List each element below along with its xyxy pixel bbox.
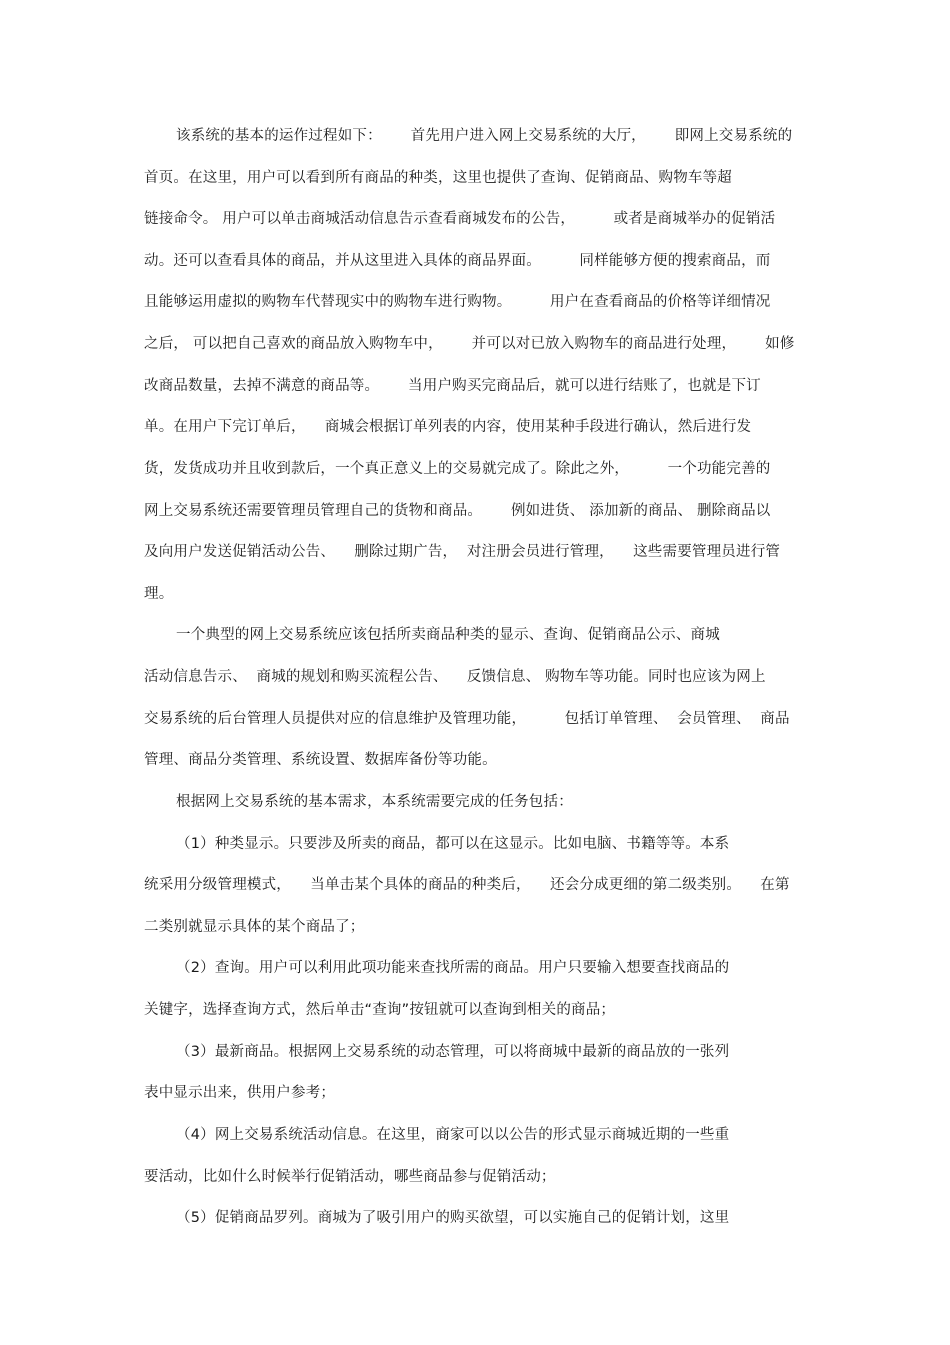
text-line: 二类别就显示具体的某个商品了； bbox=[144, 919, 365, 935]
text-line: 表中显示出来，供用户参考； bbox=[144, 1085, 336, 1101]
text-line: 要活动，比如什么时候举行促销活动，哪些商品参与促销活动； bbox=[144, 1169, 556, 1185]
text-line: 改商品数量，去掉不满意的商品等。 当用户购买完商品后，就可以进行结账了，也就是下订 bbox=[144, 378, 761, 394]
text-line: 关键字，选择查询方式，然后单击“查询”按钮就可以查询到相关的商品； bbox=[144, 1002, 616, 1018]
text-line: 理。 bbox=[144, 586, 174, 602]
text-line: 统采用分级管理模式， 当单击某个具体的商品的种类后， 还会分成更细的第二级类别。 在第 bbox=[144, 877, 790, 893]
text-line: 一个典型的网上交易系统应该包括所卖商品种类的显示、查询、促销商品公示、商城 bbox=[176, 627, 720, 643]
text-line: 链接命令。 用户可以单击商城活动信息告示查看商城发布的公告， 或者是商城举办的促销活 bbox=[144, 211, 776, 227]
text-line: 交易系统的后台管理人员提供对应的信息维护及管理功能， 包括订单管理、 会员管理、 商品 bbox=[144, 711, 790, 727]
text-line: 首页。在这里，用户可以看到所有商品的种类，这里也提供了查询、促销商品、购物车等超 bbox=[144, 170, 732, 186]
text-line: （2）查询。用户可以利用此项功能来查找所需的商品。用户只要输入想要查找商品的 bbox=[176, 960, 730, 976]
text-line: 动。还可以查看具体的商品，并从这里进入具体的商品界面。 同样能够方便的搜索商品，而 bbox=[144, 253, 771, 269]
text-line: （1）种类显示。只要涉及所卖的商品，都可以在这显示。比如电脑、书籍等等。本系 bbox=[176, 836, 730, 852]
text-line: （3）最新商品。根据网上交易系统的动态管理，可以将商城中最新的商品放的一张列 bbox=[176, 1044, 730, 1060]
text-line: 网上交易系统还需要管理员管理自己的货物和商品。 例如进货、 添加新的商品、 删除商品以 bbox=[144, 503, 771, 519]
text-line: （5）促销商品罗列。商城为了吸引用户的购买欲望，可以实施自己的促销计划，这里 bbox=[176, 1210, 730, 1226]
text-line: 货，发货成功并且收到款后，一个真正意义上的交易就完成了。除此之外， 一个功能完善的 bbox=[144, 461, 771, 477]
text-line: 之后， 可以把自己喜欢的商品放入购物车中， 并可以对已放入购物车的商品进行处理， 如修 bbox=[144, 336, 795, 352]
text-line: 及向用户发送促销活动公告、 删除过期广告， 对注册会员进行管理， 这些需要管理员进行管 bbox=[144, 544, 781, 560]
text-line: 管理、商品分类管理、系统设置、数据库备份等功能。 bbox=[144, 752, 497, 768]
text-line: 单。在用户下完订单后， 商城会根据订单列表的内容，使用某种手段进行确认，然后进行发 bbox=[144, 419, 752, 435]
text-line: 该系统的基本的运作过程如下： 首先用户进入网上交易系统的大厅， 即网上交易系统的 bbox=[176, 128, 793, 144]
text-line: （4）网上交易系统活动信息。在这里，商家可以以公告的形式显示商城近期的一些重 bbox=[176, 1127, 730, 1143]
text-line: 活动信息告示、 商城的规划和购买流程公告、 反馈信息、 购物车等功能。同时也应该为网上 bbox=[144, 669, 766, 685]
text-line: 根据网上交易系统的基本需求，本系统需要完成的任务包括： bbox=[176, 794, 573, 810]
text-line: 且能够运用虚拟的购物车代替现实中的购物车进行购物。 用户在查看商品的价格等详细情况 bbox=[144, 294, 771, 310]
